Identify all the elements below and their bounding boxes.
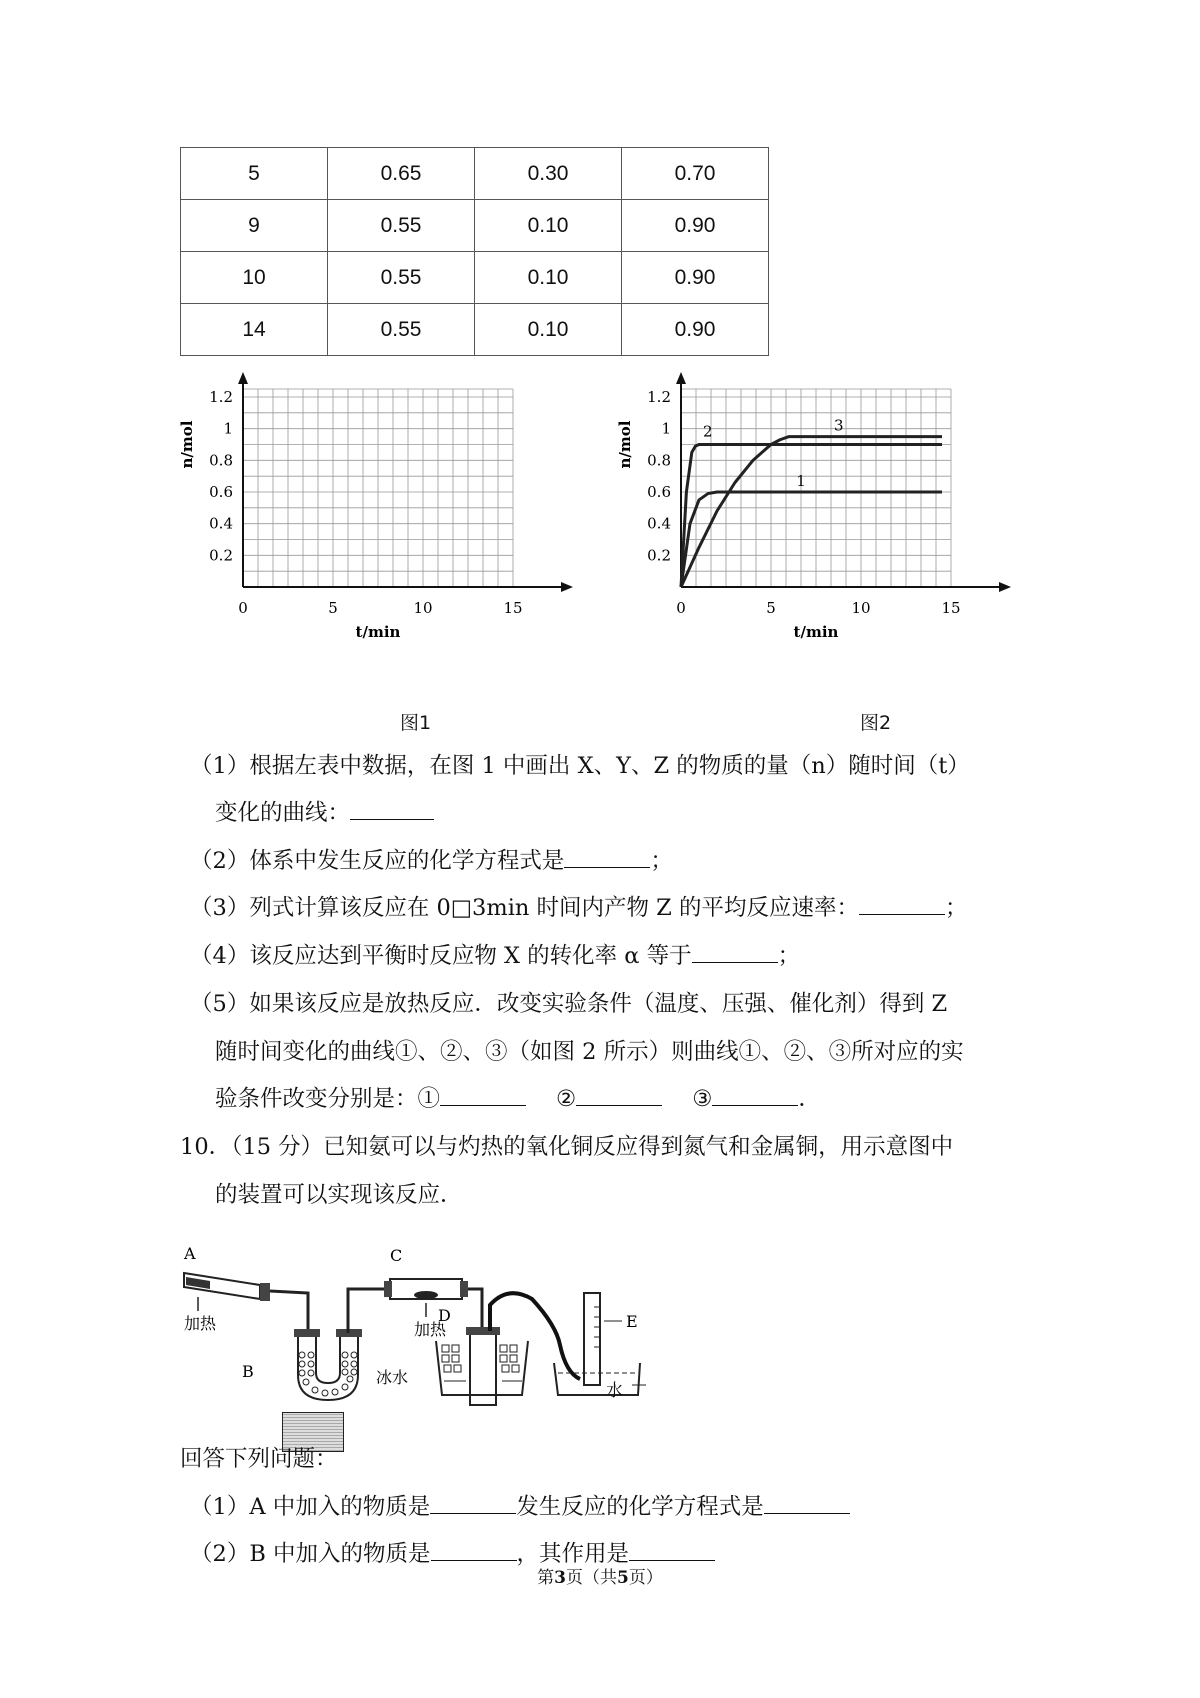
x-tick-label: 10 <box>413 599 433 617</box>
problem-10-line-1 <box>180 1131 953 1163</box>
x-tick-label: 5 <box>328 599 338 617</box>
series-line-3 <box>681 437 942 587</box>
question-5-line-3 <box>215 1083 821 1115</box>
question-5-end: ． <box>798 1086 821 1112</box>
ice-water-label: 冰水 <box>376 1368 409 1387</box>
label-a: A <box>184 1244 196 1263</box>
y-tick-label: 1 <box>223 419 233 438</box>
sub-1-text-2: 发生反应的化学方程式是 <box>516 1494 764 1520</box>
y-tick-label: 0.2 <box>647 546 671 565</box>
water-label: 水 <box>606 1381 623 1401</box>
y-tick-label: 1.2 <box>647 388 671 406</box>
question-1-line-1 <box>190 750 970 782</box>
question-5-line-1 <box>190 988 947 1020</box>
footer-total-pages: 5 <box>617 1568 629 1588</box>
answer-blank[interactable] <box>431 1538 517 1561</box>
answer-blank[interactable] <box>564 845 650 868</box>
y-tick-label: 0.6 <box>209 483 233 501</box>
stopper-c-right <box>460 1281 468 1297</box>
footer-mid: 页（共 <box>566 1568 617 1588</box>
stopper-a <box>260 1283 270 1301</box>
table-row <box>181 304 769 356</box>
x-tick-label: 10 <box>851 599 871 617</box>
series-label-1: 1 <box>796 472 806 490</box>
question-5-circled-2: ② <box>556 1086 577 1112</box>
answer-blank[interactable] <box>629 1538 715 1561</box>
figure-2-caption: 图2 <box>860 712 892 734</box>
series-line-2 <box>681 445 942 588</box>
answer-blank[interactable] <box>576 1083 662 1106</box>
y-axis-arrow <box>676 372 686 384</box>
x-tick-label: 0 <box>676 599 686 617</box>
label-b: B <box>242 1362 254 1381</box>
question-1-continued: 变化的曲线： <box>215 800 351 826</box>
y-axis-arrow <box>238 372 248 384</box>
chart-figure-1 <box>180 372 620 654</box>
drying-agent-particles <box>299 1352 357 1396</box>
y-axis-label: n/mol <box>616 420 634 469</box>
label-e: E <box>626 1312 638 1331</box>
table-cell: 0.55 <box>328 304 475 356</box>
label-d: D <box>438 1306 451 1325</box>
stopper-b-left <box>294 1329 320 1337</box>
question-2-end: ； <box>650 848 673 874</box>
table-cell: 0.10 <box>475 200 622 252</box>
y-tick-label: 0.2 <box>209 546 233 565</box>
y-axis-label: n/mol <box>178 420 196 469</box>
table-cell: 5 <box>181 148 328 200</box>
table-cell: 0.90 <box>622 200 769 252</box>
question-3-text: （3）列式计算该反应在 0□3min 时间内产物 Z 的平均反应速率： <box>190 895 859 921</box>
question-1-text: （1）根据左表中数据，在图 1 中画出 X、Y、Z 的物质的量（n）随时间（t） <box>190 753 970 779</box>
x-tick-label: 5 <box>766 599 776 617</box>
table-cell: 0.30 <box>475 148 622 200</box>
sub-2-text-2: ，其作用是 <box>516 1541 630 1567</box>
table-cell: 0.70 <box>622 148 769 200</box>
x-tick-label: 0 <box>238 599 248 617</box>
series-label-3: 3 <box>834 416 844 435</box>
x-axis-label: t/min <box>793 623 839 641</box>
chart-figure-2 <box>618 372 1068 654</box>
data-table-body <box>181 148 769 356</box>
page-footer <box>0 1563 1200 1588</box>
table-cell: 0.55 <box>328 252 475 304</box>
table-cell: 0.55 <box>328 200 475 252</box>
heat-label-2: 加热 <box>414 1320 447 1339</box>
question-3-end: ； <box>944 895 968 921</box>
ice-cubes <box>442 1345 519 1372</box>
u-tube-inner <box>316 1333 340 1383</box>
x-axis-arrow <box>999 582 1011 592</box>
u-tube-outer <box>298 1333 358 1400</box>
answer-blank[interactable] <box>859 892 945 915</box>
table-cell: 0.65 <box>328 148 475 200</box>
x-axis-label: t/min <box>355 623 401 641</box>
footer-pre: 第 <box>537 1568 555 1588</box>
table-cell: 10 <box>181 252 328 304</box>
answer-blank[interactable] <box>440 1083 526 1106</box>
chart-2-svg <box>618 372 1068 654</box>
footer-post: 页） <box>628 1568 663 1588</box>
y-tick-label: 0.4 <box>647 514 671 533</box>
answer-blank[interactable] <box>712 1083 798 1106</box>
collection-tube-d <box>470 1331 496 1405</box>
question-5-circled-3: ③ <box>692 1086 713 1112</box>
answer-blank[interactable] <box>430 1491 516 1514</box>
question-5-conditions: 验条件改变分别是：① <box>215 1086 441 1112</box>
question-5-text: （5）如果该反应是放热反应．改变实验条件（温度、压强、催化剂）得到 Z <box>190 991 948 1017</box>
problem-10-line-2 <box>215 1179 463 1211</box>
problem-10-text: 10．（15 分）已知氨可以与灼热的氧化铜反应得到氮气和金属铜，用示意图中 <box>180 1134 954 1160</box>
y-tick-label: 1.2 <box>209 388 233 406</box>
delivery-tube-2 <box>348 1289 388 1333</box>
answer-prompt-text: 回答下列问题： <box>180 1446 338 1472</box>
question-4 <box>190 940 800 972</box>
delivery-tube-1 <box>270 1291 308 1335</box>
stopper-d <box>466 1327 500 1335</box>
apparatus-diagram <box>180 1245 640 1409</box>
sub-1-text: （1）A 中加入的物质是 <box>190 1494 431 1520</box>
question-4-end: ； <box>777 943 801 969</box>
label-c: C <box>390 1246 403 1265</box>
question-5-line-2 <box>215 1036 964 1068</box>
answer-blank[interactable] <box>350 797 434 820</box>
y-tick-label: 0.8 <box>209 451 233 470</box>
y-tick-label: 0.8 <box>647 451 671 470</box>
answer-blank[interactable] <box>764 1491 850 1514</box>
chart-1-svg <box>180 372 620 654</box>
data-table <box>180 147 769 356</box>
table-cell: 0.90 <box>622 252 769 304</box>
heat-label-1: 加热 <box>184 1314 217 1333</box>
question-2 <box>190 845 673 877</box>
y-tick-label: 0.4 <box>209 514 233 533</box>
figure-1-caption: 图1 <box>400 712 432 734</box>
question-2-text: （2）体系中发生反应的化学方程式是 <box>190 848 565 874</box>
x-axis-arrow <box>561 582 573 592</box>
table-cell: 14 <box>181 304 328 356</box>
apparatus-svg <box>180 1245 640 1405</box>
question-3 <box>190 892 968 924</box>
problem-10-sub-1 <box>190 1491 850 1523</box>
question-5-continued: 随时间变化的曲线①、②、③（如图 2 所示）则曲线①、②、③所对应的实 <box>215 1039 964 1065</box>
y-tick-label: 1 <box>661 419 671 438</box>
table-row <box>181 148 769 200</box>
table-cell: 0.10 <box>475 304 622 356</box>
table-row <box>181 252 769 304</box>
y-tick-label: 0.6 <box>647 483 671 501</box>
table-row <box>181 200 769 252</box>
x-tick-label: 15 <box>941 599 961 617</box>
answer-blank[interactable] <box>692 940 778 963</box>
question-4-text: （4）该反应达到平衡时反应物 X 的转化率 α 等于 <box>190 943 692 969</box>
stopper-c-left <box>384 1281 392 1297</box>
table-cell: 9 <box>181 200 328 252</box>
series-label-2: 2 <box>703 422 713 441</box>
table-cell: 0.90 <box>622 304 769 356</box>
x-tick-label: 15 <box>503 599 523 617</box>
footer-page-number: 3 <box>554 1568 566 1588</box>
copper-oxide <box>414 1291 438 1299</box>
question-1-line-2 <box>215 797 434 829</box>
answer-prompt <box>180 1443 338 1475</box>
problem-10-continued: 的装置可以实现该反应． <box>215 1182 463 1208</box>
table-cell: 0.10 <box>475 252 622 304</box>
sub-2-text: （2）B 中加入的物质是 <box>190 1541 431 1567</box>
